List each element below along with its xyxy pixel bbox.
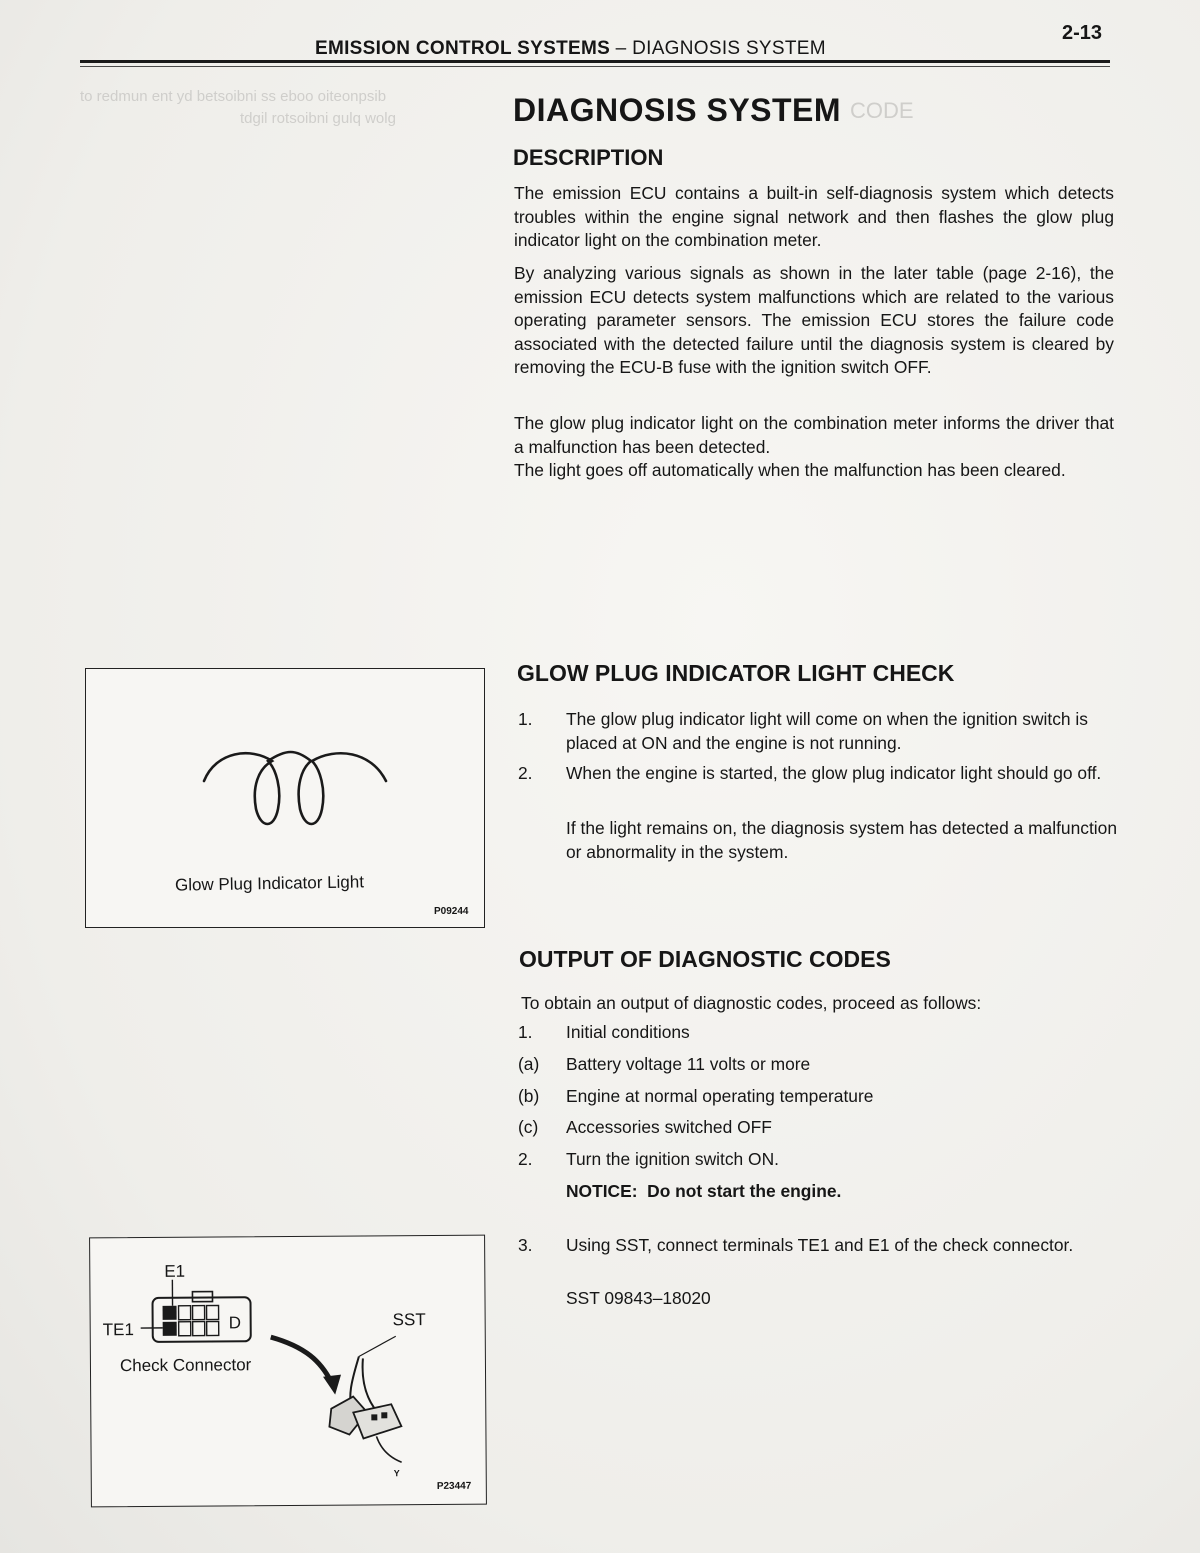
description-paragraph-3: The glow plug indicator light on the combination meter informs the driver that a malfunction has been detected.: [514, 413, 1114, 457]
figure-code: P09244: [434, 906, 469, 917]
description-paragraph-4: The light goes off automatically when the malfunction has been cleared.: [514, 460, 1066, 480]
section-heading-description: DESCRIPTION: [513, 145, 664, 170]
page-title: DIAGNOSIS SYSTEM: [513, 92, 842, 128]
running-header: EMISSION CONTROL SYSTEMS – DIAGNOSIS SYSTEM: [315, 38, 826, 59]
figure-glow-plug-indicator: [85, 668, 485, 928]
description-paragraph-1: The emission ECU contains a built-in self-diagnosis system which detects troubles within the engine signal network and then flashes the glow plug indicator light on the combination meter.: [514, 183, 1114, 251]
label-check-connector: Check Connector: [119, 1355, 252, 1376]
label-te1: TE1: [102, 1320, 134, 1340]
output-intro: To obtain an output of diagnostic codes, proceed as follows:: [521, 993, 982, 1013]
label-d: D: [228, 1313, 242, 1333]
bleed-through-text: tdgil rotsoibni gulq wolg: [240, 110, 396, 127]
section-heading-glow-plug-check: GLOW PLUG INDICATOR LIGHT CHECK: [517, 660, 955, 686]
figure-code: P23447: [436, 1480, 472, 1492]
label-e1: E1: [164, 1261, 186, 1281]
label-y: Y: [393, 1468, 400, 1479]
label-sst: SST: [392, 1310, 426, 1330]
description-paragraph-2: By analyzing various signals as shown in the later table (page 2-16), the emission ECU detects system malfunctions which are related to the various operating parameter sensors. The emission ECU stores the failure code associated with the detected failure until the diagnosis system is cleared by removing the ECU-B fuse with the ignition switch OFF.: [514, 263, 1114, 378]
page-number: 2-13: [1062, 22, 1103, 44]
figure-caption: Glow Plug Indicator Light: [174, 872, 365, 895]
bleed-through-text: CODE: [850, 98, 914, 123]
bleed-through-text: to redmun ent yd betsoibni ss eboo oiteonpsib: [80, 88, 387, 105]
figure-check-connector: [89, 1235, 487, 1508]
header-rule: [80, 60, 1110, 63]
header-rule-thin: [80, 66, 1110, 67]
section-heading-output-codes: OUTPUT OF DIAGNOSTIC CODES: [519, 946, 891, 972]
